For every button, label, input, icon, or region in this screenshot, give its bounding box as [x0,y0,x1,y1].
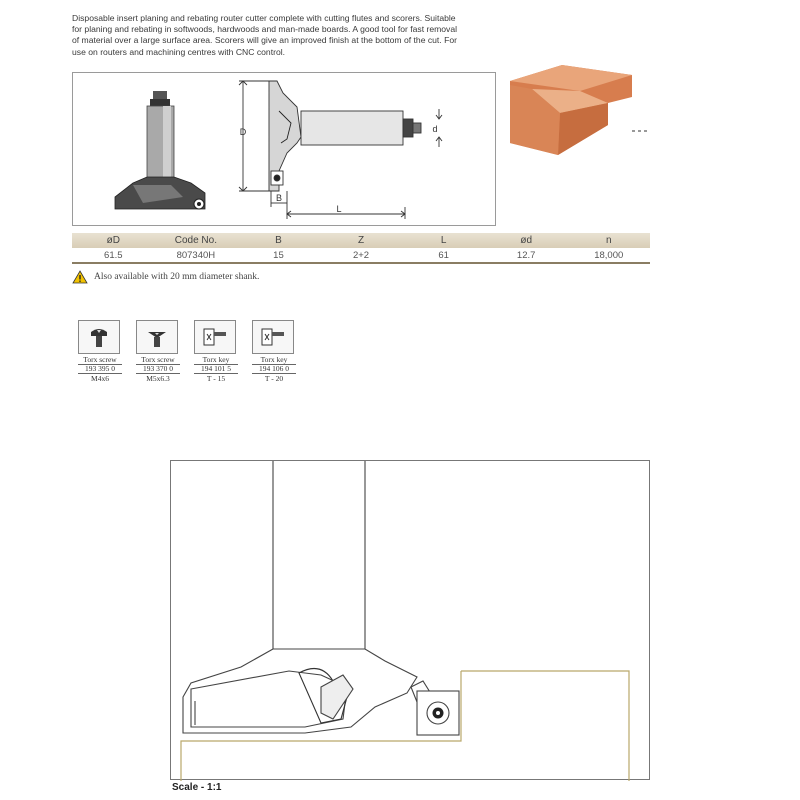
cell: 12.7 [516,249,536,261]
cutter-section-drawing [171,461,651,781]
availability-note [72,270,259,284]
accessory-item [78,320,122,383]
accessory-item [252,320,296,383]
spec-table-header [72,233,650,248]
dim-B-label: B [275,193,283,203]
accessory-code: 193 370 0 [136,365,180,374]
description-line: use on routers and machining centres with CNC control. [72,46,286,57]
accessory-code: 194 101 5 [194,365,238,374]
cell: 2+2 [352,249,370,261]
cell: 807340H [176,249,216,261]
accessory-label: Torx screw [78,356,122,365]
header-cell: øD [106,235,120,246]
accessory-code: 193 395 0 [78,365,122,374]
header-cell: B [275,235,282,246]
description-line: of material over a large surface area. Scorers will give an improved finish at the bottom of the cut. For [72,35,457,46]
accessory-size: T - 20 [264,374,284,384]
cutter-drawings [73,73,497,227]
description-line: for planing and rebating in softwoods, hardwoods and man-made boards. A good tool for fast removal [72,24,458,35]
cell: 61 [438,249,449,261]
cutter-illustration [115,91,205,209]
accessory-code: 194 106 0 [252,365,296,374]
accessory-item [136,320,180,383]
accessory-item [194,320,238,383]
torx-screw-icon [78,320,120,354]
rebated-workpiece-illustration [500,55,650,165]
technical-diagram [72,72,496,226]
torx-socket-icon [433,708,444,719]
header-cell: L [440,235,447,246]
cell: 15 [273,249,284,261]
cell: 61.5 [104,249,123,261]
header-cell: Code No. [174,235,217,246]
scale-drawing [170,460,650,780]
torx-screw-icon [136,320,178,354]
header-cell: ød [520,235,533,246]
torx-key-icon [252,320,294,354]
workpiece-outline [181,671,629,781]
table-row [72,248,650,264]
header-cell: n [605,235,612,246]
note-text: Also available with 20 mm diameter shank. [94,272,260,282]
torx-key-icon [194,320,236,354]
accessory-label: Torx key [194,356,238,365]
description-line: Disposable insert planing and rebating router cutter complete with cutting flutes and scorers. Suitable [72,13,456,23]
scale-label: Scale - 1:1 [172,782,222,793]
accessory-size: M5x6.3 [146,374,170,384]
accessory-size: M4x6 [91,374,109,384]
warning-icon [72,270,88,284]
spec-table [72,233,650,264]
dim-D-label: D [239,127,247,137]
cutter-elevation [239,81,442,219]
accessory-label: Torx key [252,356,296,365]
accessory-size: T - 15 [206,374,226,384]
cell: 18,000 [594,249,624,261]
dim-L-label: L [336,204,342,214]
accessories-list [78,320,296,383]
product-description [72,13,502,58]
dim-d-label: d [432,124,438,134]
accessory-label: Torx screw [136,356,180,365]
header-cell: Z [357,235,365,246]
